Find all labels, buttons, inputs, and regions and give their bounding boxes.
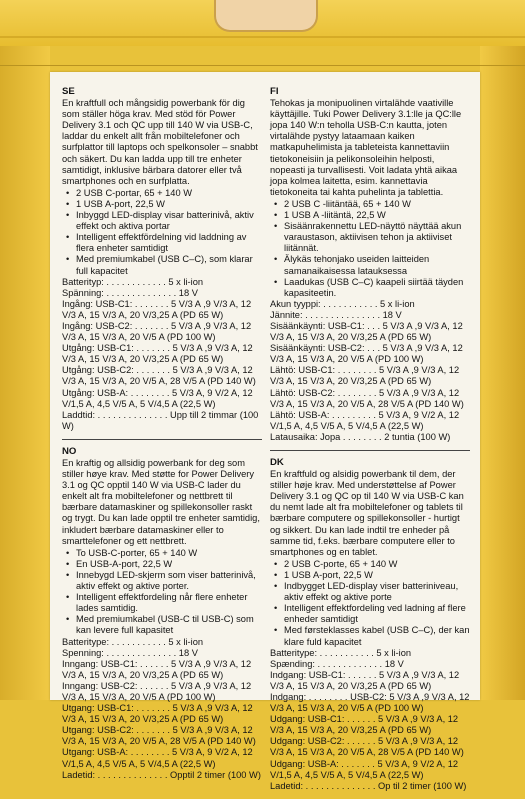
spec-row: Utgang: USB-C1: . . . . . . . 5 V/3 A ,9 V/3 A, 12 V/3 A, 15 V/3 A, 20 V/3,25 A (PD 65 W) xyxy=(62,703,253,725)
feature-item: • Indbygget LED-display viser batteriniveau, aktiv effekt og aktive porte xyxy=(284,581,470,603)
feature-item: • Med premiumkabel (USB-C til USB-C) som kan levere full kapasitet xyxy=(76,614,262,636)
section-se xyxy=(62,86,262,432)
spec-row: Lähtö: USB-C2: . . . . . . . . 5 V/3 A ,9 V/3 A, 12 V/3 A, 15 V/3 A, 20 V/5 A, 28 V/5 A (PD 140 W) xyxy=(270,387,464,409)
section-divider xyxy=(62,439,262,440)
section-intro: En kraftfull och mångsidig powerbank för dig som ställer höga krav. Med stöd för Power Delivery 3.1 och QC upp till 140 W via USB-C, laddar du enkelt allt från mobiltelefoner och surfplattor till laptops och spelkonsoler – snabbt och säkert. Du kan ladda upp till tre enheter samtidigt, inklusive bärbara datorer eller två smartphones och en surfplatta. xyxy=(62,98,258,186)
feature-list xyxy=(270,559,470,648)
section-code: DK xyxy=(270,457,284,468)
feature-item: • Intelligent effektfordeling ved ladning af flere enheder samtidigt xyxy=(284,603,470,625)
spec-row: Sisäänkäynti: USB-C2: . . . 5 V/3 A ,9 V/3 A, 12 V/3 A, 15 V/3 A, 20 V/5 A (PD 100 W) xyxy=(270,343,463,365)
section-divider xyxy=(270,450,470,451)
section-code: SE xyxy=(62,86,75,97)
hang-hole xyxy=(214,0,318,32)
section-dk xyxy=(270,457,470,792)
spec-row: Akun tyyppi: . . . . . . . . . . . 5 x li-ion xyxy=(270,298,415,309)
spec-row: Utgång: USB-A: . . . . . . . . 5 V/3 A, 9 V/2 A, 12 V/1,5 A, 4,5 V/5 A, 5 V/4,5 A (22,5 W) xyxy=(62,387,253,409)
spec-row: Lähtö: USB-C1: . . . . . . . . 5 V/3 A ,9 V/3 A, 12 V/3 A, 15 V/3 A, 20 V/3,25 A (PD 65 W) xyxy=(270,365,460,387)
spec-row: Utgang: USB-C2: . . . . . . . 5 V/3 A ,9 V/3 A, 12 V/3 A, 15 V/3 A, 20 V/5 A, 28 V/5 A (PD 140 W) xyxy=(62,725,256,747)
package-side-right xyxy=(480,46,525,700)
spec-row: Batteritype: . . . . . . . . . . . 5 x li-ion xyxy=(270,647,412,658)
section-code: NO xyxy=(62,445,77,457)
package-side-left xyxy=(0,46,50,700)
feature-item: • Intelligent effektfordeling når flere enheter lades samtidig. xyxy=(76,592,262,614)
flap-fold-line xyxy=(0,36,525,38)
info-columns xyxy=(62,86,477,791)
feature-item: • Innebygd LED-skjerm som viser batterinivå, aktiv effekt og aktive porter. xyxy=(76,570,262,592)
spec-row: Ingång: USB-C1: . . . . . . . 5 V/3 A ,9 V/3 A, 12 V/3 A, 15 V/3 A, 20 V/3,25 A (PD 65 W) xyxy=(62,298,252,320)
feature-item: • 2 USB C-portar, 65 + 140 W xyxy=(76,188,262,199)
feature-item: • En USB-A-port, 22,5 W xyxy=(76,559,262,570)
spec-row: Spenning: . . . . . . . . . . . . . . 18 V xyxy=(62,647,198,658)
spec-row: Utgång: USB-C2: . . . . . . . 5 V/3 A ,9 V/3 A, 12 V/3 A, 15 V/3 A, 20 V/5 A, 28 V/5 A (PD 140 W) xyxy=(62,365,256,387)
spec-row: Batterityp: . . . . . . . . . . . . 5 x li-ion xyxy=(62,276,204,287)
feature-item: • Intelligent effektfördelning vid laddning av flera enheter samtidigt xyxy=(76,232,262,254)
panel-fold-line xyxy=(0,65,525,66)
section-intro: Tehokas ja monipuolinen virtalähde vaativille käyttäjille. Tuki Power Delivery 3.1:lle ja QC:lle jopa 140 W:n teholla USB-C:n kautta, joten virtalähde pystyy lataamaan kaiken matkapuhelimista ja tableteista kannettaviin tietokoneisiin ja pelikonsoleihin helposti, nopeasti ja turvallisesti. Voit ladata yhtä aikaa jopa kolmea laitetta, esim. kannettavia tietokoneita tai kahta puhelinta ja tablettia. xyxy=(270,98,462,197)
spec-row: Indgang: USB-C1: . . . . . . 5 V/3 A ,9 V/3 A, 12 V/3 A, 15 V/3 A, 20 V/3,25 A (PD 65 W) xyxy=(270,669,460,691)
section-intro: En kraftig og allsidig powerbank for deg som stiller høye krav. Med støtte for Power Delivery 3.1 og QC opptil 140 W via USB-C lader du enkelt alt fra mobiltelefoner og nettbrett til bærbare datamaskiner og spillekonsoller raskt og trygt. Du kan lade opptil tre enheter samtidig, inkludert bærbare datamaskiner eller to smarttelefoner og ett nettbrett. xyxy=(62,458,260,546)
feature-item: • 1 USB A-port, 22,5 W xyxy=(76,199,262,210)
feature-item: • Inbyggd LED-display visar batterinivå, aktiv effekt och aktiva portar xyxy=(76,210,262,232)
spec-row: Udgang: USB-C1: . . . . . . 5 V/3 A ,9 V/3 A, 12 V/3 A, 15 V/3 A, 20 V/3,25 A (PD 65 W) xyxy=(270,714,459,736)
spec-row: Latausaika: Jopa . . . . . . . . 2 tuntia (100 W) xyxy=(270,431,451,442)
spec-row: Laddtid: . . . . . . . . . . . . . . Upp till 2 timmar (100 W) xyxy=(62,409,259,431)
spec-row: Jännite: . . . . . . . . . . . . . . . 18 V xyxy=(270,309,402,320)
feature-item: • 2 USB C -liitäntää, 65 + 140 W xyxy=(284,199,470,210)
spec-row: Indgang: . . . . . . . . USB-C2: 5 V/3 A ,9 V/3 A, 12 V/3 A, 15 V/3 A, 20 V/5 A (PD 100 W) xyxy=(270,691,470,714)
spec-row: Ladetid: . . . . . . . . . . . . . . Opptil 2 timer (100 W) xyxy=(62,769,261,780)
column-right xyxy=(270,86,470,799)
spec-row: Lähtö: USB-A: . . . . . . . . . 5 V/3 A, 9 V/2 A, 12 V/1,5 A, 4,5 V/5 A, 5 V/4,5 A (22,5 W) xyxy=(270,409,460,431)
section-fi xyxy=(270,86,470,443)
spec-row: Spænding: . . . . . . . . . . . . . 18 V xyxy=(270,658,404,669)
spec-row: Inngang: USB-C2: . . . . . . 5 V/3 A ,9 V/3 A, 12 V/3 A, 15 V/3 A, 20 V/5 A (PD 100 W) xyxy=(62,680,252,702)
feature-item: • 1 USB A-port, 22,5 W xyxy=(284,570,470,581)
feature-item: • Med førsteklasses kabel (USB C–C), der kan klare fuld kapacitet xyxy=(284,625,470,647)
feature-item: • 1 USB A -liitäntä, 22,5 W xyxy=(284,210,470,221)
feature-item: • Älykäs tehonjako useiden laitteiden samanaikaisessa latauksessa xyxy=(284,254,470,276)
section-no xyxy=(62,446,262,781)
spec-row: Spänning: . . . . . . . . . . . . . . 18 V xyxy=(62,287,198,298)
spec-row: Ladetid: . . . . . . . . . . . . . . Op til 2 timer (100 W) xyxy=(270,780,467,791)
column-left xyxy=(62,86,262,788)
feature-item: • 2 USB C-porte, 65 + 140 W xyxy=(284,559,470,570)
feature-item: • To USB-C-porter, 65 + 140 W xyxy=(76,548,262,559)
feature-list xyxy=(62,548,262,637)
feature-item: • Sisäänrakennettu LED-näyttö näyttää akun varaustason, aktiivisen tehon ja aktiiviset liitännät. xyxy=(284,221,470,254)
spec-row: Inngang: USB-C1: . . . . . . 5 V/3 A ,9 V/3 A, 12 V/3 A, 15 V/3 A, 20 V/3,25 A (PD 65 W) xyxy=(62,658,252,680)
feature-list xyxy=(270,199,470,299)
spec-row: Sisäänkäynti: USB-C1: . . . 5 V/3 A ,9 V/3 A, 12 V/3 A, 15 V/3 A, 20 V/3,25 A (PD 65 W) xyxy=(270,320,463,343)
spec-row: Udgang: USB-C2: . . . . . . 5 V/3 A ,9 V/3 A, 12 V/3 A, 15 V/3 A, 20 V/5 A, 28 V/5 A (PD 140 W) xyxy=(270,736,464,758)
spec-row: Utgång: USB-C1: . . . . . . . 5 V/3 A ,9 V/3 A, 12 V/3 A, 15 V/3 A, 20 V/3,25 A (PD 65 W) xyxy=(62,343,253,365)
feature-item: • Med premiumkabel (USB C–C), som klarar full kapacitet xyxy=(76,254,262,276)
feature-item: • Laadukas (USB C–C) kaapeli siirtää täyden kapasiteetin. xyxy=(284,277,470,299)
spec-row: Ingång: USB-C2: . . . . . . . 5 V/3 A ,9 V/3 A, 12 V/3 A, 15 V/3 A, 20 V/5 A (PD 100 W) xyxy=(62,320,252,343)
spec-row: Batteritype: . . . . . . . . . . . 5 x li-ion xyxy=(62,636,204,647)
section-intro: En kraftfuld og alsidig powerbank til dem, der stiller høje krav. Med understøttelse af Power Delivery 3.1 og QC op til 140 W via USB-C kan du nemt lade alt fra mobiltelefoner og tablets til bærbare computere og spillekonsoller - hurtigt og sikkert. Du kan lade indtil tre enheder på samme tid, f.eks. bærbare computere eller to smartphones og en tablet. xyxy=(270,469,464,557)
spec-row: Utgang: USB-A: . . . . . . . . 5 V/3 A, 9 V/2 A, 12 V/1,5 A, 4,5 V/5 A, 5 V/4,5 A (22,5 W) xyxy=(62,747,253,769)
section-code: FI xyxy=(270,86,279,97)
feature-list xyxy=(62,188,262,277)
spec-row: Udgang: USB-A: . . . . . . . 5 V/3 A, 9 V/2 A, 12 V/1,5 A, 4,5 V/5 A, 5 V/4,5 A (22,5 W) xyxy=(270,758,459,780)
